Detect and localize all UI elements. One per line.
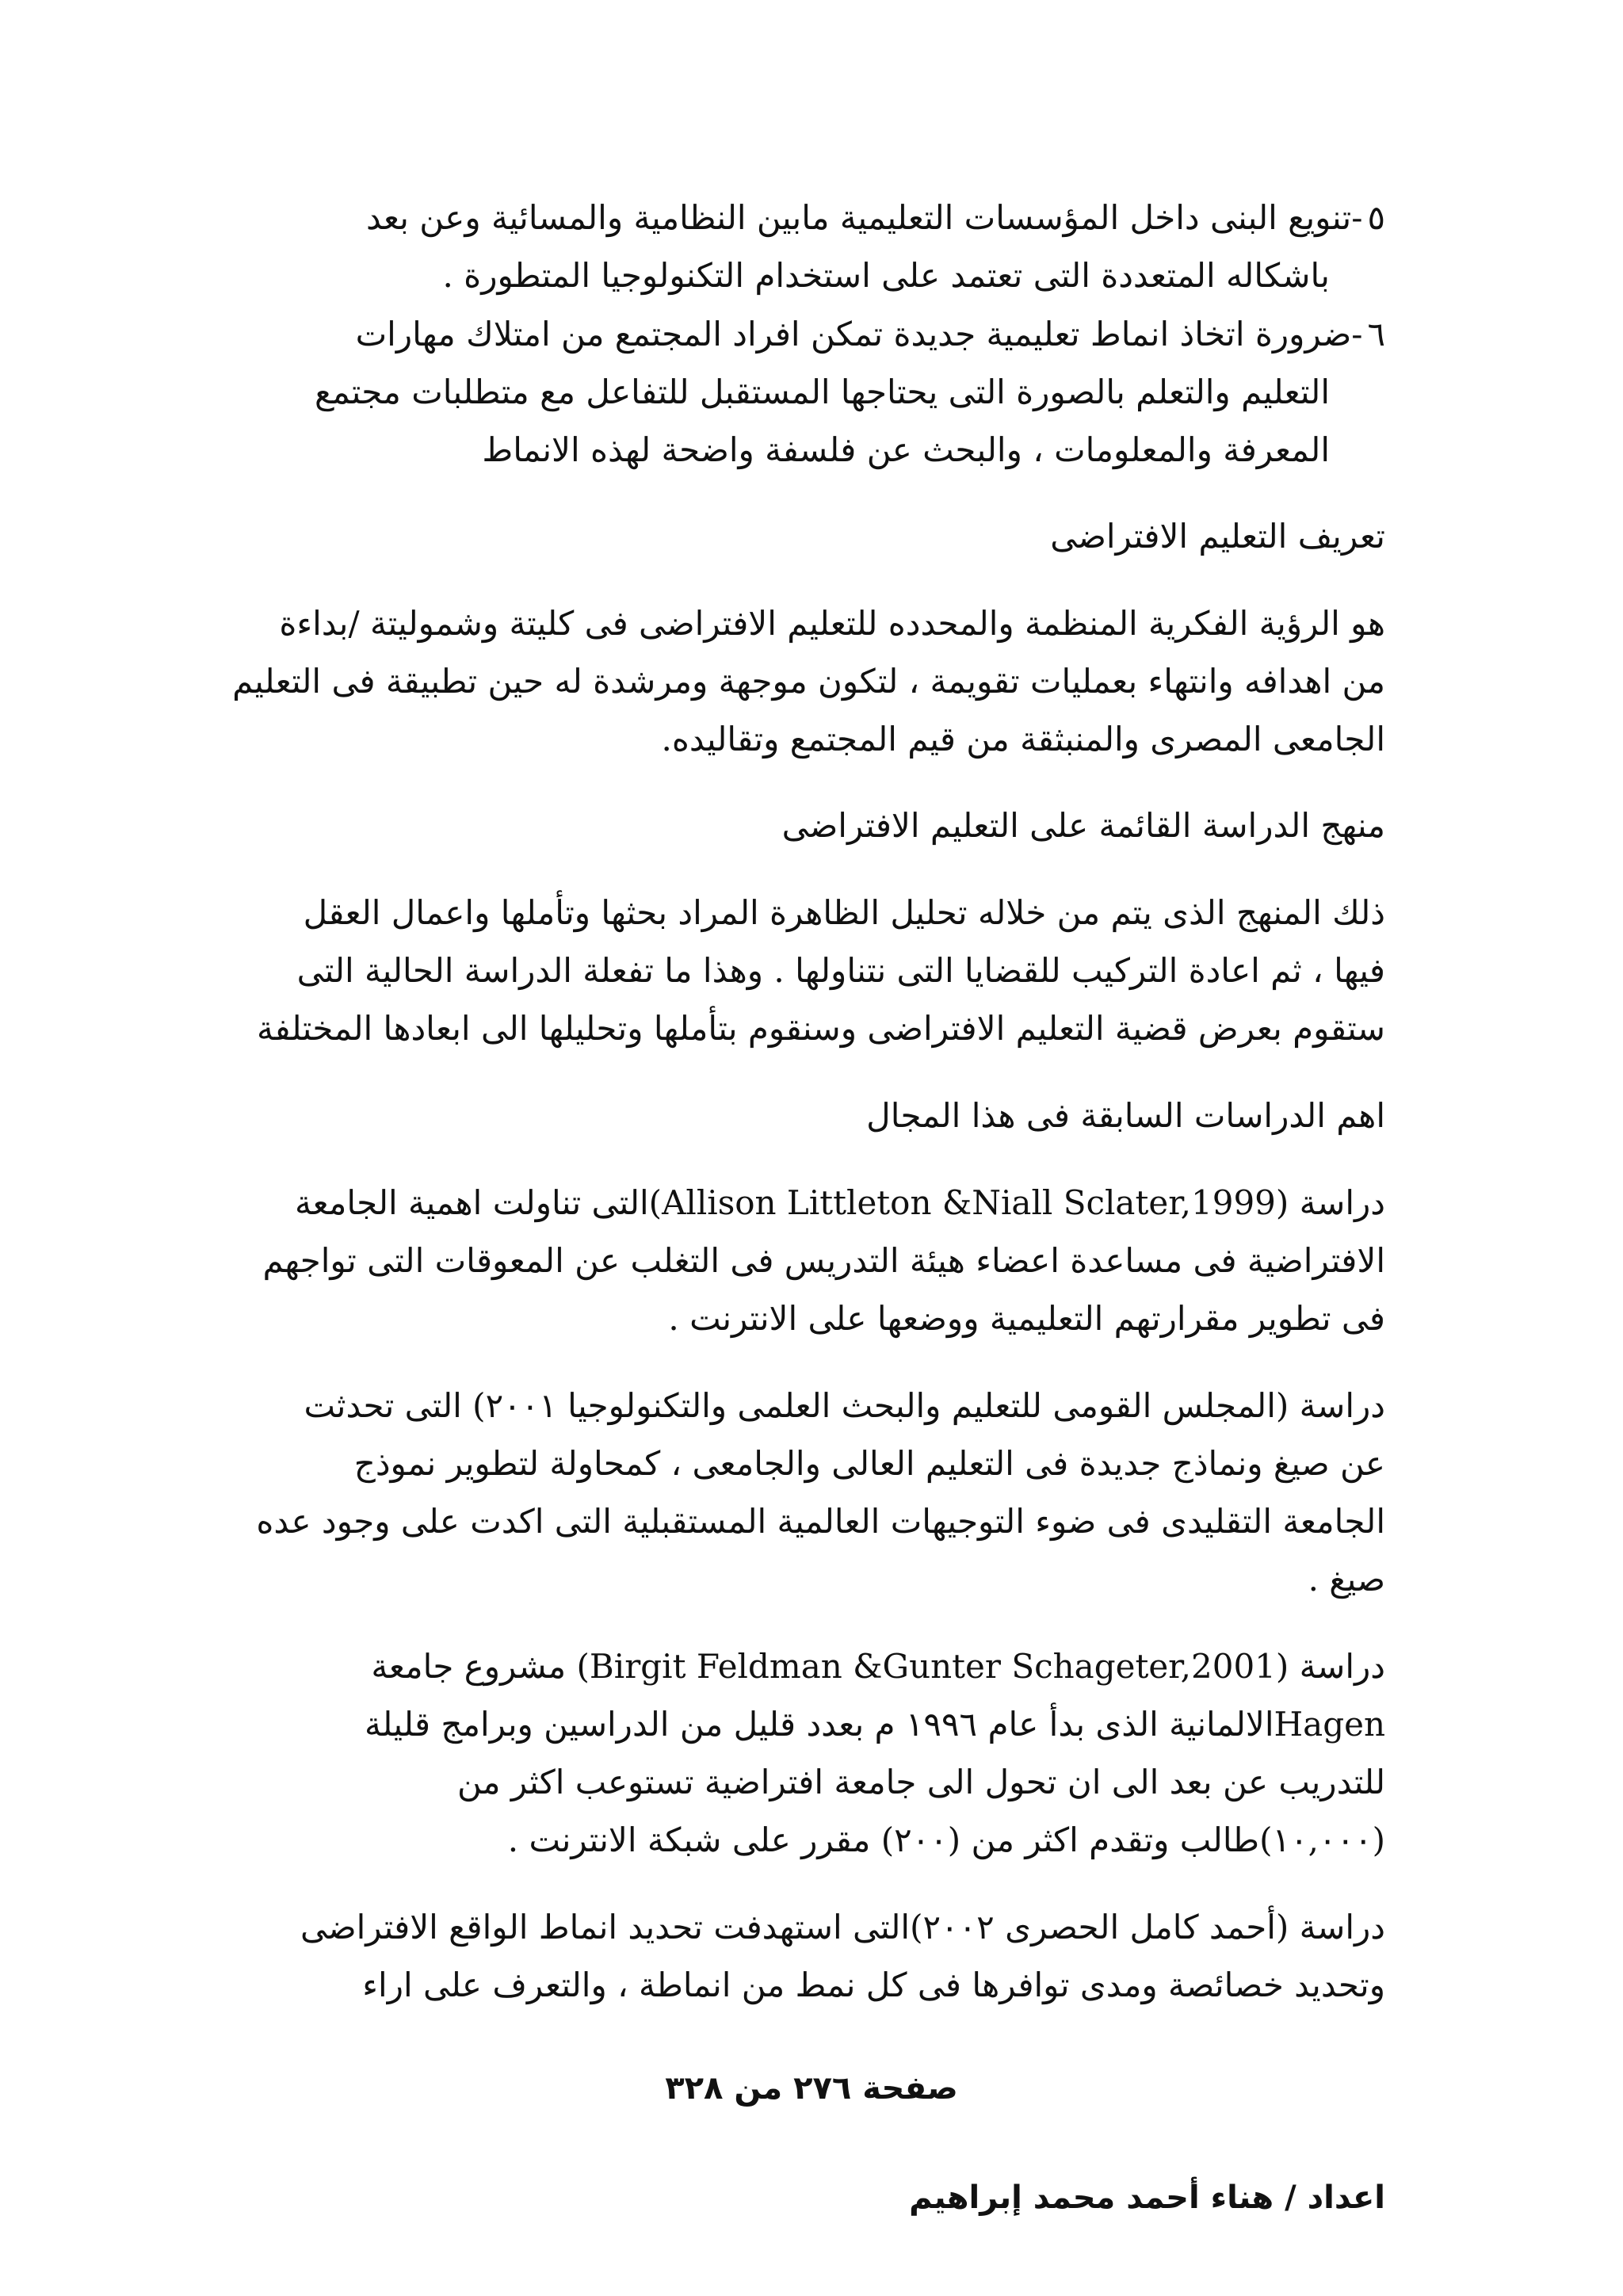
study-2-line: صيغ . <box>1308 1560 1385 1599</box>
study-2-line: عن صيغ ونماذج جديدة فى التعليم العالى والجامعى ، كمحاولة لتطوير نموذج <box>353 1444 1385 1483</box>
paragraph-line: من اهدافه وانتهاء بعمليات تقويمة ، لتكون موجهة ومرشدة له حين تطبيقة فى التعليم <box>232 662 1385 701</box>
study-3-line: للتدريب عن بعد الى ان تحول الى جامعة افتراضية تستوعب اكثر من <box>457 1763 1385 1801</box>
study-2-line: دراسة (المجلس القومى للتعليم والبحث العلمى والتكنولوجيا ٢٠٠١) التى تحدثت <box>304 1386 1385 1425</box>
study-2-line: الجامعة التقليدى فى ضوء التوجيهات العالمية المستقبلية التى اكدت على وجود عده <box>256 1502 1385 1541</box>
paragraph-line: فيها ، ثم اعادة التركيب للقضايا التى نتناولها . وهذا ما تفعلة الدراسة الحالية التى <box>296 951 1385 990</box>
study-1-line: دراسة (Allison Littleton &Niall Sclater,1999)التى تناولت اهمية الجامعة <box>295 1183 1385 1222</box>
section-heading-definition: تعريف التعليم الافتراضى <box>1050 517 1385 556</box>
paragraph-line: الجامعى المصرى والمنبثقة من قيم المجتمع وتقاليده. <box>661 720 1385 758</box>
study-3-line: (١٠,٠٠٠)طالب وتقدم اكثر من (٢٠٠) مقرر على شبكة الانترنت . <box>507 1820 1385 1859</box>
list-item-5-line-1: ٥-تنويع البنى داخل المؤسسات التعليمية مابين النظامية والمسائية وعن بعد <box>236 194 1385 242</box>
list-item-5-number: ٥ <box>1367 198 1385 237</box>
study-4-line: وتحديد خصائصة ومدى توافرها فى كل نمط من انماطة ، والتعرف على اراء <box>362 1966 1385 2004</box>
list-item-6-line-3: المعرفة والمعلومات ، والبحث عن فلسفة واضحة لهذه الانماط <box>482 430 1330 469</box>
section-heading-previous-studies: اهم الدراسات السابقة فى هذا المجال <box>866 1096 1385 1135</box>
study-4-line: دراسة (أحمد كامل الحصرى ٢٠٠٢)التى استهدفت تحديد انماط الواقع الافتراضى <box>300 1908 1385 1946</box>
study-3-line: دراسة (Birgit Feldman &Gunter Schageter,2001) مشروع جامعة <box>371 1647 1385 1686</box>
section-heading-methodology: منهج الدراسة القائمة على التعليم الافتراضى <box>781 806 1385 845</box>
paragraph-line: ذلك المنهج الذى يتم من خلاله تحليل الظاهرة المراد بحثها وتأملها واعمال العقل <box>303 893 1385 932</box>
list-item-6-number: ٦ <box>1367 315 1385 353</box>
list-item-6-line-2: التعليم والتعلم بالصورة التى يحتاجها المستقبل للتفاعل مع متطلبات مجتمع <box>314 372 1330 411</box>
list-item-5-line-2: باشكاله المتعددة التى تعتمد على استخدام التكنولوجيا المتطورة . <box>442 256 1330 295</box>
study-1-line: فى تطوير مقرارتهم التعليمية ووضعها على الانترنت . <box>668 1299 1385 1338</box>
page-number: صفحة ٢٧٦ من ٣٢٨ <box>665 2070 958 2107</box>
paragraph-line: هو الرؤية الفكرية المنظمة والمحدده للتعليم الافتراضى فى كليتة وشموليتة /بداءة <box>279 604 1385 643</box>
study-3-line: Hagenالالمانية الذى بدأ عام ١٩٩٦ م بعدد قليل من الدراسين وبرامج قليلة <box>364 1705 1385 1744</box>
list-item-6-line-1: ٦-ضرورة اتخاذ انماط تعليمية جديدة تمكن افراد المجتمع من امتلاك مهارات <box>236 311 1385 358</box>
author-credit: اعداد / هناء أحمد محمد إبراهيم <box>909 2179 1385 2216</box>
study-1-line: الافتراضية فى مساعدة اعضاء هيئة التدريس فى التغلب عن المعوقات التى تواجهم <box>262 1241 1385 1280</box>
paragraph-line: ستقوم بعرض قضية التعليم الافتراضى وسنقوم بتأملها وتحليلها الى ابعادها المختلفة <box>256 1009 1385 1048</box>
